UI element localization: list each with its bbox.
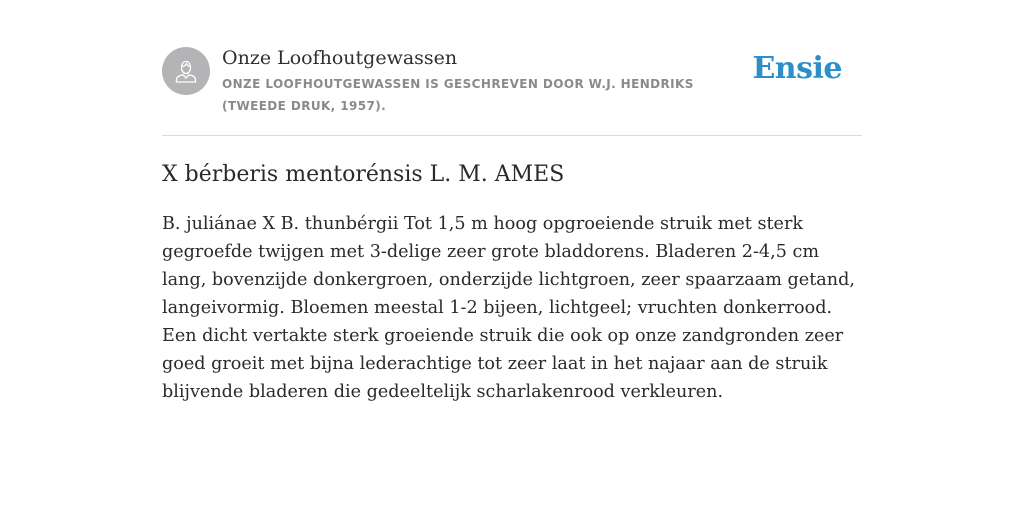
author-name[interactable]: Onze Loofhoutgewassen xyxy=(222,47,458,69)
author-meta xyxy=(222,46,752,117)
source-description: ONZE LOOFHOUTGEWASSEN IS GESCHREVEN DOOR W.J. HENDRIKS (TWEEDE DRUK, 1957). xyxy=(222,77,694,113)
user-icon xyxy=(173,58,199,84)
entry-header xyxy=(162,46,862,136)
author-avatar[interactable] xyxy=(162,47,210,95)
entry-card xyxy=(162,46,862,406)
entry-body: B. juliánae X B. thunbérgii Tot 1,5 m hoog opgroeiende struik met sterk gegroefde twijgen met 3-delige zeer grote bladdorens. Bladeren 2-4,5 cm lang, bovenzijde donkergroen, onderzijde lichtgroen, zeer spaarzaam getand, langeivormig. Bloemen meestal 1-2 bijeen, lichtgeel; vruchten donkerrood. Een dicht vertakte sterk groeiende struik die ook op onze zandgronden zeer goed groeit met bijna lederachtige tot zeer laat in het najaar aan de struik blijvende bladeren die gedeeltelijk scharlakenrood verkleuren. xyxy=(162,214,855,402)
ensie-logo[interactable]: Ensie xyxy=(752,51,842,86)
entry-title: X bérberis mentorénsis L. M. AMES xyxy=(162,162,565,187)
